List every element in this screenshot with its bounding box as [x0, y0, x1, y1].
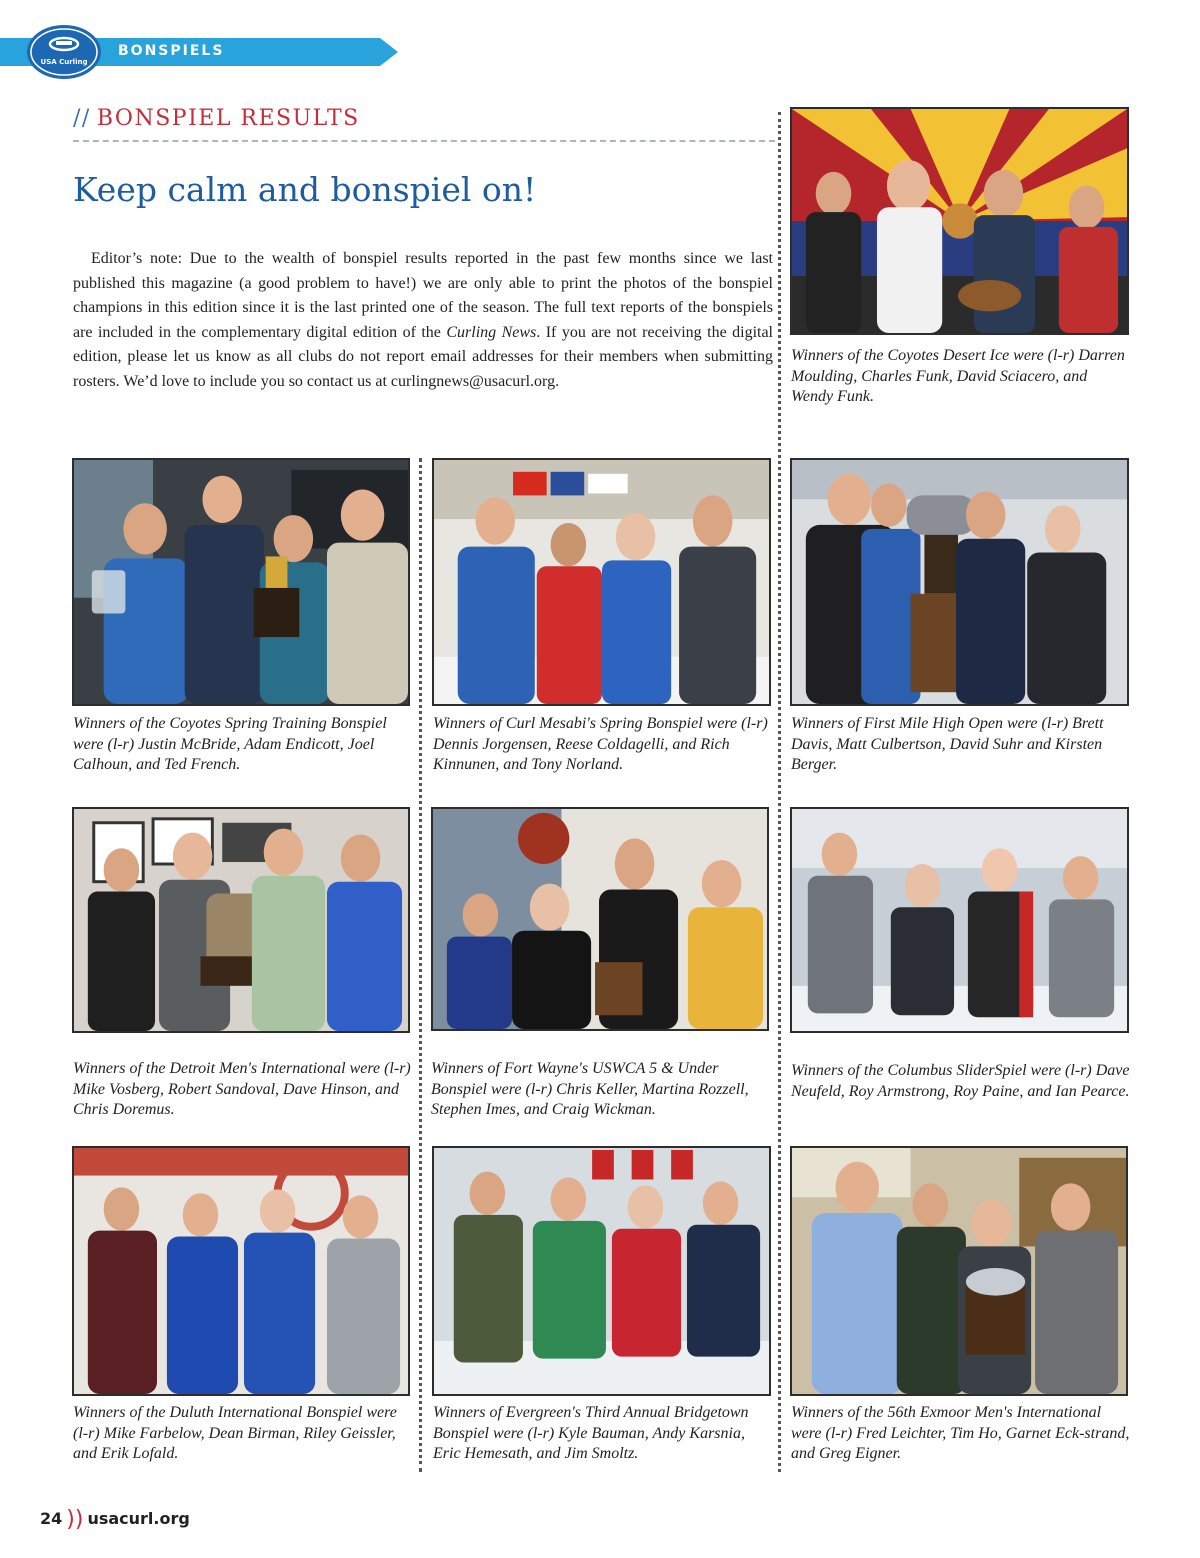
photo-coyotes-desert-ice — [790, 107, 1129, 335]
column-divider-left — [419, 458, 422, 1472]
photo-evergreen — [432, 1146, 771, 1396]
caption-first-mile-high: Winners of First Mile High Open were (l-r) Brett Davis, Matt Culbertson, David Suhr and Kirsten Berger. — [791, 715, 1104, 773]
section-label-text: BONSPIEL RESULTS — [96, 106, 360, 131]
photo-detroit-mens — [72, 807, 410, 1033]
caption-columbus: Winners of the Columbus SliderSpiel were (l-r) Dave Neufeld, Roy Armstrong, Roy Paine, and Ian Pearce. — [791, 1062, 1130, 1100]
article-headline: Keep calm and bonspiel on! — [73, 170, 537, 209]
caption-coyotes-spring: Winners of the Coyotes Spring Training Bonspiel were (l-r) Justin McBride, Adam Endicott, Joel Calhoun, and Ted French. — [73, 715, 387, 773]
photo-duluth — [72, 1146, 410, 1396]
caption-detroit-mens: Winners of the Detroit Men's International were (l-r) Mike Vosberg, Robert Sandoval, Dave Hinson, and Chris Doremus. — [73, 1060, 411, 1118]
photo-curl-mesabi — [432, 458, 771, 706]
editors-note — [73, 247, 773, 394]
section-label-prefix: // — [73, 106, 91, 131]
intro-publication-name: Curling News — [446, 323, 537, 341]
caption-coyotes-desert-ice: Winners of the Coyotes Desert Ice were (l-r) Darren Moulding, Charles Funk, David Sciacero, and Wendy Funk. — [791, 347, 1125, 405]
caption-evergreen: Winners of Evergreen's Third Annual Bridgetown Bonspiel were (l-r) Kyle Bauman, Andy Karsnia, Eric Hemesath, and Jim Smoltz. — [433, 1404, 749, 1462]
photo-fort-wayne — [431, 807, 769, 1031]
photo-coyotes-spring — [72, 458, 410, 706]
intro-text-b: . If you are not receiving the digital edition, please let us know as all clubs do not report email addresses for their members when submitting rosters. We’d love to include you so contact us at curlingnews@usacurl.org. — [73, 323, 774, 390]
caption-fort-wayne: Winners of Fort Wayne's USWCA 5 & Under Bonspiel were (l-r) Chris Keller, Martina Rozzell, Stephen Imes, and Craig Wickman. — [431, 1060, 749, 1118]
footer-site-link[interactable]: usacurl.org — [87, 1509, 190, 1528]
photo-first-mile-high — [790, 458, 1129, 706]
logo-text: USA Curling — [40, 58, 88, 66]
footer-divider-icon: )) — [66, 1507, 84, 1532]
section-divider — [73, 140, 775, 142]
page-number: 24 — [40, 1509, 63, 1528]
section-label — [73, 106, 360, 131]
caption-duluth: Winners of the Duluth International Bonspiel were (l-r) Mike Farbelow, Dean Birman, Riley Geissler, and Erik Lofald. — [73, 1404, 397, 1462]
photo-columbus — [790, 807, 1129, 1033]
photo-exmoor — [790, 1146, 1128, 1396]
column-divider-right — [778, 112, 781, 1472]
intro-text-a: Editor’s note: Due to the wealth of bonspiel results reported in the past few months since we last published this magazine (a good problem to have!) we are only able to print the photos of the bonspiel champions in this edition since it is the last printed one of the season. The full text reports of the bonspiels are included in the complementary digital edition of the — [73, 250, 773, 341]
caption-curl-mesabi: Winners of Curl Mesabi's Spring Bonspiel were (l-r) Dennis Jorgensen, Reese Coldagelli, and Rich Kinnunen, and Tony Norland. — [433, 715, 768, 773]
page-footer — [40, 1505, 190, 1530]
caption-exmoor: Winners of the 56th Exmoor Men's International were (l-r) Fred Leichter, Tim Ho, Garnet Eck-strand, and Greg Eigner. — [791, 1404, 1130, 1462]
section-tab-label: BONSPIELS — [118, 43, 225, 59]
usa-curling-logo — [26, 24, 102, 80]
